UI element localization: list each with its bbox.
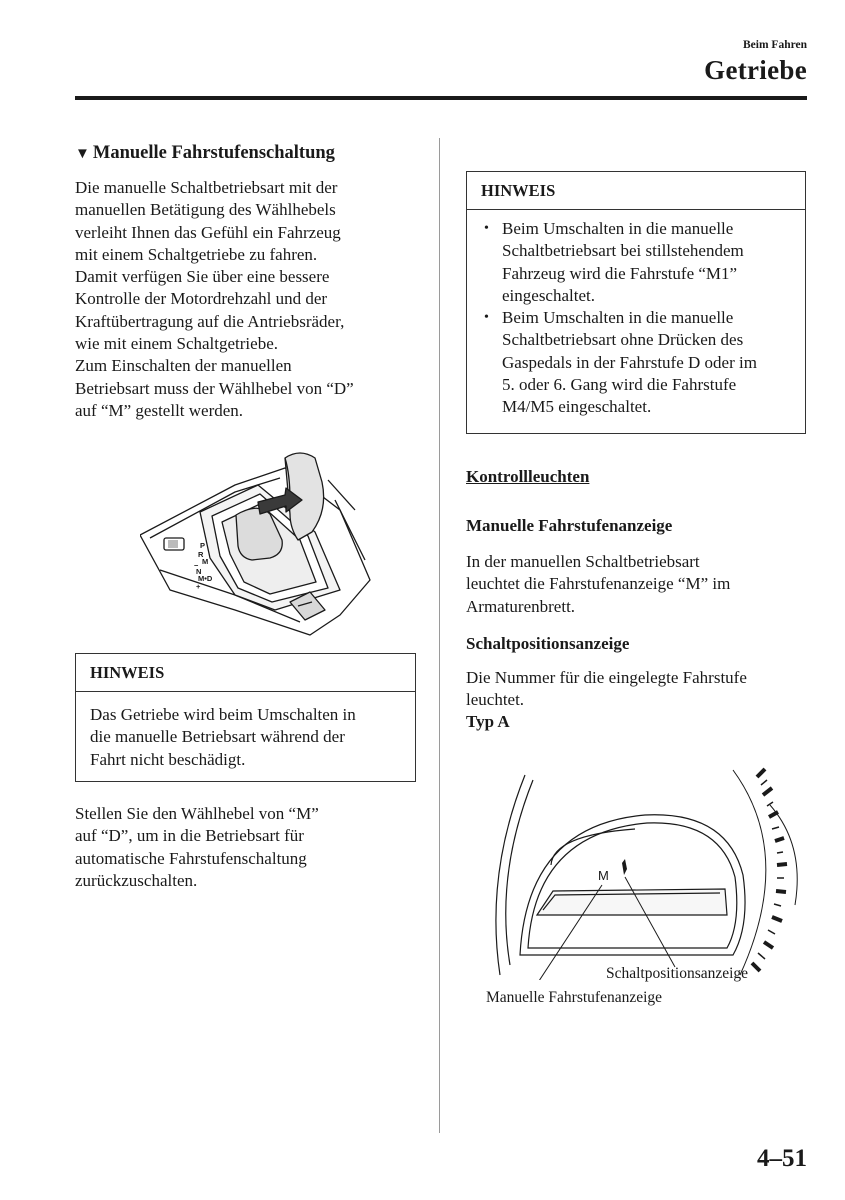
text-line: auf “D”, um in die Betriebsart für [75, 826, 304, 846]
text-line: eingeschaltet. [502, 285, 595, 305]
shifter-label-minus: − [194, 561, 199, 570]
text-line: manuellen Betätigung des Wählhebels [75, 200, 336, 220]
section-heading-text: Manuelle Fahrstufenschaltung [92, 143, 335, 163]
manuelle-fahrstufenanzeige-paragraph [466, 551, 811, 618]
text-line: M4/M5 eingeschaltet. [502, 397, 652, 417]
text-line: Die Nummer für die eingelegte Fahrstufe [466, 668, 747, 687]
header-rule [75, 96, 807, 100]
note-box-title: HINWEIS [467, 172, 805, 210]
text-line: verleiht Ihnen das Gefühl ein Fahrzeug [75, 222, 341, 242]
kontrollleuchten-heading: Kontrollleuchten [466, 467, 590, 486]
running-section-title: Beim Fahren [743, 39, 807, 51]
page-number: 4–51 [757, 1145, 807, 1172]
text-line: Armaturenbrett. [466, 596, 576, 616]
text-line: • Beim Umschalten in die manuelle [502, 219, 734, 238]
text-line: Fahrt nicht beschädigt. [90, 749, 246, 769]
text-line: mit einem Schaltgetriebe zu fahren. [75, 244, 318, 264]
text-line: leuchtet die Fahrstufenanzeige “M” im [466, 574, 731, 594]
gear-position-indicator [622, 859, 627, 875]
display-manual-indicator: M [598, 868, 609, 883]
text-line: leuchtet. [466, 690, 525, 710]
text-line: Schaltbetriebsart bei stillstehendem [502, 241, 744, 261]
text-line: Fahrzeug wird die Fahrstufe “M1” [502, 263, 738, 283]
note-bullet-item [481, 307, 791, 418]
text-line: Die manuelle Schaltbetriebsart mit der [75, 178, 338, 197]
section-heading [75, 143, 335, 164]
instrument-cluster-illustration [465, 765, 805, 980]
shifter-label-n: N [196, 567, 202, 576]
typ-a-label: Typ A [466, 712, 510, 731]
callout-manuelle-fahrstufenanzeige: Manuelle Fahrstufenanzeige [486, 989, 663, 1006]
text-line: 5. oder 6. Gang wird die Fahrstufe [502, 375, 737, 395]
schaltpositionsanzeige-paragraph [466, 667, 811, 712]
text-line: wie mit einem Schaltgetriebe. [75, 334, 278, 354]
text-line: zurückzuschalten. [75, 870, 198, 890]
text-line: Kraftübertragung auf die Antriebsräder, [75, 311, 345, 331]
note-box-left [75, 653, 416, 782]
gear-shifter-illustration [140, 440, 380, 640]
text-line: Schaltbetriebsart ohne Drücken des [502, 330, 744, 350]
note-box-body [467, 210, 805, 419]
shifter-label-md: M•D [198, 574, 213, 583]
manuelle-fahrstufenanzeige-heading: Manuelle Fahrstufenanzeige [466, 516, 673, 535]
note-bullet-list [481, 218, 791, 419]
text-line: auf “M” gestellt werden. [75, 400, 244, 420]
text-line: Betriebsart muss der Wählhebel von “D” [75, 378, 354, 398]
shifter-label-r: R [198, 550, 204, 559]
text-line: • Beim Umschalten in die manuelle [502, 308, 734, 328]
note-box-right [466, 171, 806, 434]
shifter-label-p: P [200, 541, 206, 550]
note-bullet-item [481, 218, 791, 307]
shifter-label-plus: + [196, 582, 201, 591]
callout-schaltpositionsanzeige: Schaltpositionsanzeige [606, 965, 749, 982]
text-line: Zum Einschalten der manuellen [75, 356, 292, 376]
triangle-down-icon: ▼ [75, 146, 90, 162]
note-box-title: HINWEIS [76, 654, 415, 692]
text-line: Damit verfügen Sie über eine bessere [75, 267, 330, 287]
intro-paragraph [75, 177, 425, 422]
text-line: automatische Fahrstufenschaltung [75, 848, 307, 868]
text-line: Gaspedals in der Fahrstufe D oder im [502, 352, 757, 372]
outro-paragraph [75, 803, 425, 892]
text-line: In der manuellen Schaltbetriebsart [466, 552, 700, 571]
text-line: die manuelle Betriebsart während der [90, 727, 345, 747]
text-line: Das Getriebe wird beim Umschalten in [90, 705, 356, 724]
schaltpositionsanzeige-heading: Schaltpositionsanzeige [466, 634, 630, 653]
note-box-body [76, 692, 415, 771]
text-line: Stellen Sie den Wählhebel von “M” [75, 804, 319, 823]
chapter-title: Getriebe [704, 55, 807, 85]
text-line: Kontrolle der Motordrehzahl und der [75, 289, 328, 309]
shifter-label-m: M [202, 557, 209, 566]
column-divider [439, 138, 440, 1133]
